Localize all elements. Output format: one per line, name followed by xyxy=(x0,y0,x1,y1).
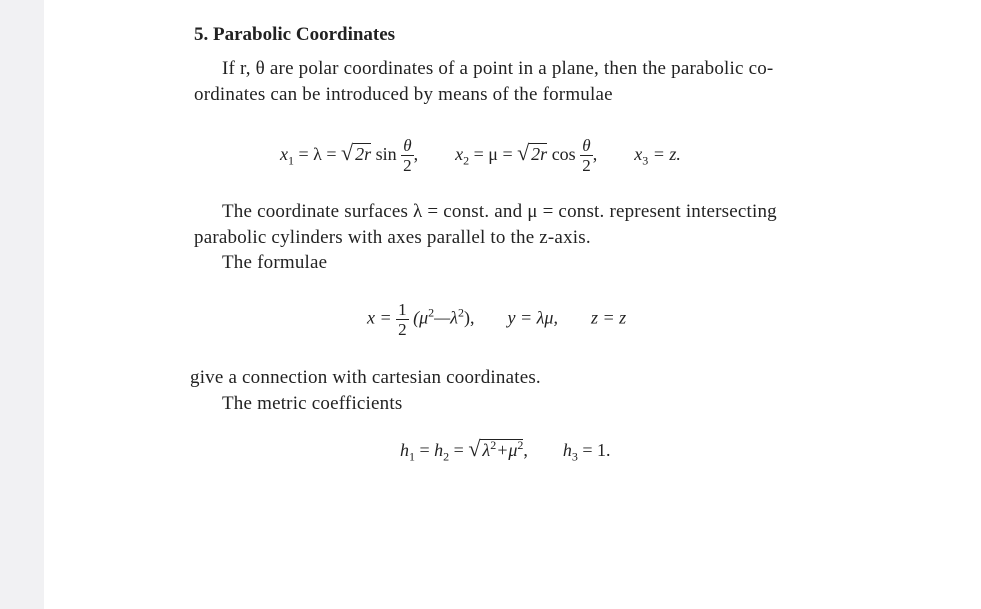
eq1-x2-fraction: $\frac{\theta}{2}$ xyxy=(582,136,591,175)
surfaces-line-1: The coordinate surfaces λ = const. and μ = const. represent intersecting xyxy=(222,201,777,222)
equation-2: x = $\frac{1}{2}$ $(\mu^2—\lambda^2)$, y = λμ, z = z xyxy=(367,300,627,339)
connection-line: give a connection with cartesian coordinates. xyxy=(190,367,541,388)
eq2-y: y = λμ, xyxy=(507,307,558,328)
metric-label: The metric coefficients xyxy=(222,393,403,414)
formulae-label: The formulae xyxy=(222,252,328,273)
eq1-x2: $x_2 = \mu$ = √ 2r cos $\frac{\theta}{2}$ , xyxy=(455,136,598,175)
section-heading: 5. Parabolic Coordinates xyxy=(194,24,396,45)
surfaces-line-2: parabolic cylinders with axes parallel to the z-axis. xyxy=(194,227,591,248)
intro-line-2: ordinates can be introduced by means of the formulae xyxy=(194,84,613,105)
eq3-h3: $h_3 = 1$. xyxy=(562,440,611,464)
equation-1 xyxy=(280,136,681,175)
eq1-x1: $x_1 = \lambda$ = √ 2r sin $\frac{\theta}{2}$ , xyxy=(280,136,419,175)
eq2-z: z = z xyxy=(590,307,627,328)
left-margin-band xyxy=(0,0,44,609)
equation-3: $h_1 = h_2$ = √ $\lambda^2+\mu^2$, $h_3 = 1$. xyxy=(400,436,611,464)
eq1-x3: $x_3 = z$. xyxy=(634,143,681,168)
eq2-fraction: $\frac{1}{2}$ xyxy=(398,300,407,339)
eq1-x1-fraction: $\frac{\theta}{2}$ xyxy=(403,136,412,175)
intro-line-1: If r, θ are polar coordinates of a point in a plane, then the parabolic co- xyxy=(222,58,774,79)
